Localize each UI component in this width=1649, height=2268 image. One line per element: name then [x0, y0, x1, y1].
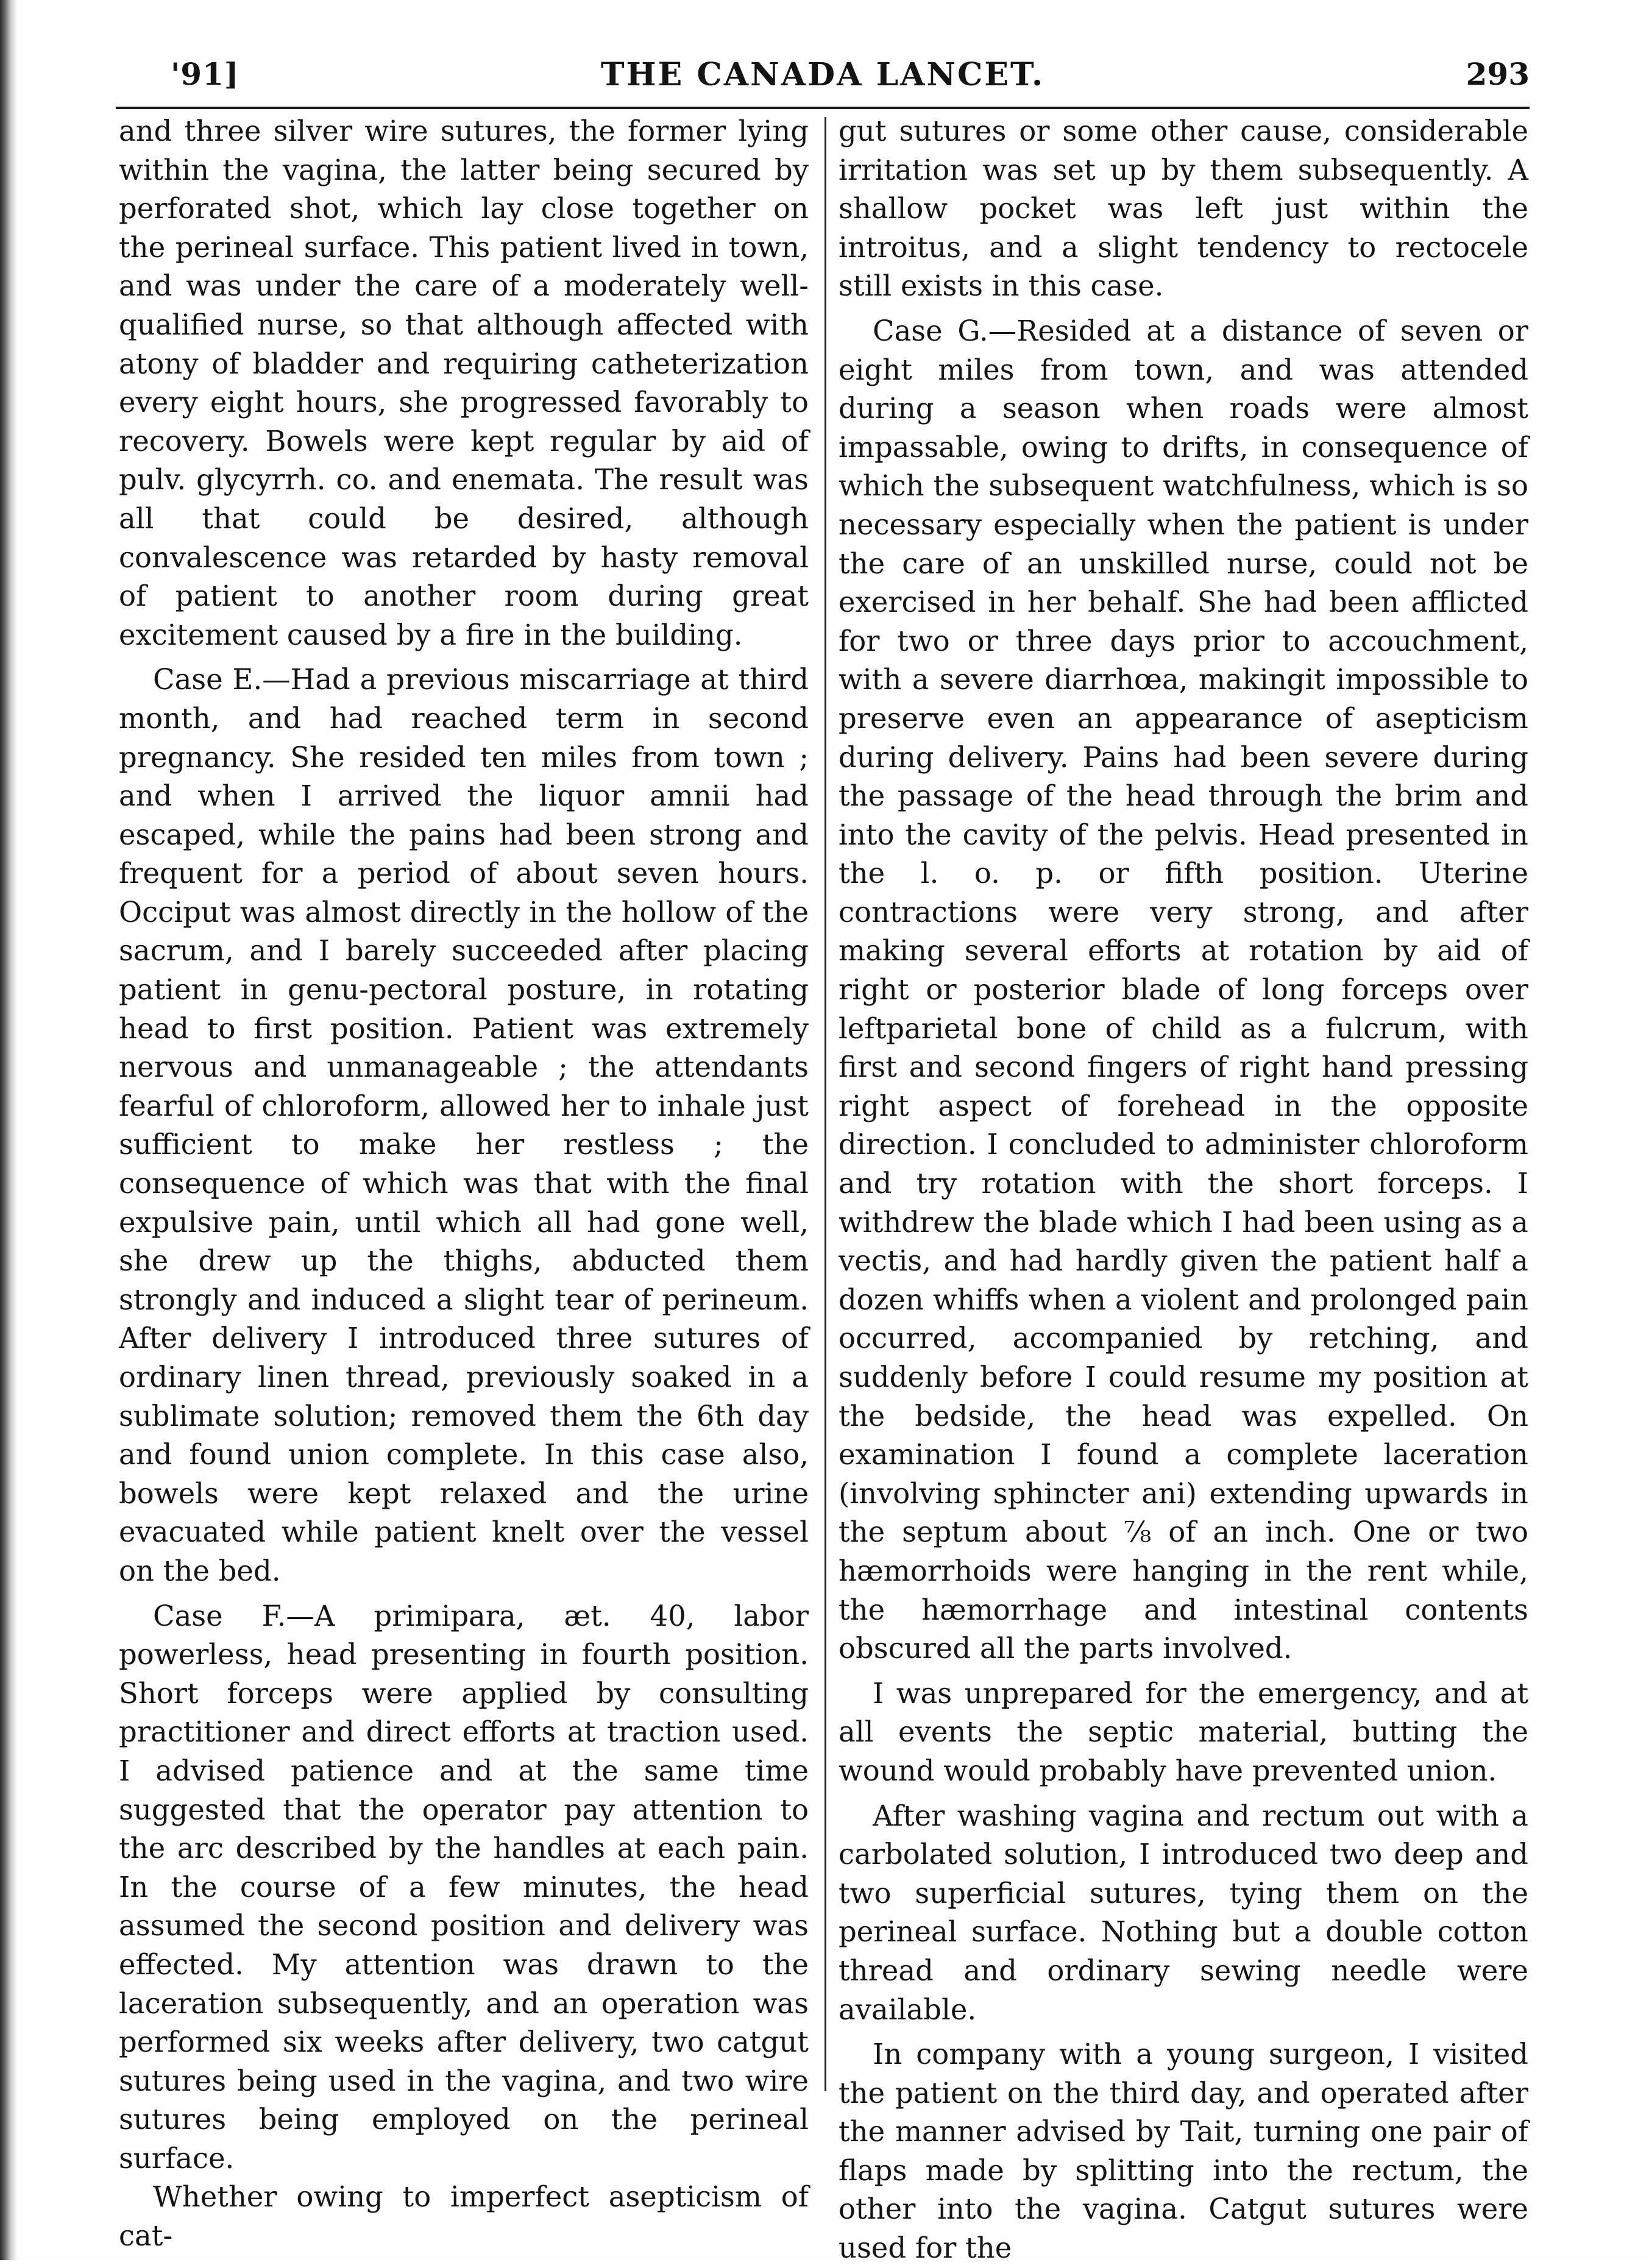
column-divider — [824, 117, 826, 2091]
left-column — [119, 112, 809, 2256]
paragraph-case-g: Case G.—Resided at a distance of seven or eight miles from town, and was attended during a season when roads were almost impassable, owing to drifts, in consequence of which the subsequent watchfulness, which is so necessary especially when the patient is under the care of an unskilled nurse, could not be exercised in her behalf. She had been afflicted for two or three days prior to accouchment, with a severe diarrhœa, makingit impossible to preserve even an appearance of asepticism during delivery. Pains had been severe during the passage of the head through the brim and into the cavity of the pelvis. Head presented in the l. o. p. or fifth position. Uterine contractions were very strong, and after making several efforts at rotation by aid of right or posterior blade of long forceps over leftparietal bone of child as a fulcrum, with first and second fingers of right hand pressing right aspect of forehead in the opposite direction. I concluded to administer chloroform and try rotation with the short forceps. I withdrew the blade which I had been using as a vectis, and had hardly given the patient half a dozen whiffs when a violent and prolonged pain occurred, accompanied by retching, and suddenly before I could resume my position at the bedside, the head was expelled. On examination I found a complete laceration (involving sphincter ani) extending upwards in the septum about ⅞ of an inch. One or two hæmorrhoids were hanging in the rent while, the hæmorrhage and intestinal contents obscured all the parts involved. — [839, 314, 1528, 1665]
header-rule — [116, 107, 1530, 109]
paragraph-washing: After washing vagina and rectum out with a carbolated solution, I introduced two deep and two superficial sutures, tying them on the perineal surface. Nothing but a double cotton thread and ordinary sewing needle were available. — [839, 1799, 1528, 2026]
paragraph-asepticism: Whether owing to imperfect asepticism of cat- — [119, 2180, 809, 2253]
journal-title: THE CANADA LANCET. — [600, 56, 1045, 93]
header-year: '91] — [171, 56, 239, 92]
paragraph-unprepared: I was unprepared for the emergency, and at all events the septic material, butting the wound would probably have prevented union. — [839, 1676, 1528, 1787]
paragraph-continued: and three silver wire sutures, the former lying within the vagina, the latter being secured by perforated shot, which lay close together on the perineal surface. This patient lived in town, and was under the care of a moderately well-qualified nurse, so that although affected with atony of bladder and requiring catheterization every eight hours, she progressed favorably to recovery. Bowels were kept regular by aid of pulv. glycyrrh. co. and enemata. The result was all that could be desired, although convalescence was retarded by hasty removal of patient to another room during great excitement caused by a fire in the building. — [119, 115, 809, 651]
right-column — [839, 112, 1528, 2268]
running-header — [116, 56, 1530, 105]
page-binding-edge — [0, 0, 17, 2260]
paragraph-continued: gut sutures or some other cause, considerable irritation was set up by them subsequently. A shallow pocket was left just within the introitus, and a slight tendency to rectocele still exists in this case. — [839, 115, 1528, 303]
page-number: 293 — [1466, 56, 1530, 92]
paragraph-case-e: Case E.—Had a previous miscarriage at third month, and had reached term in second pregnancy. She resided ten miles from town ; and when I arrived the liquor amnii had escaped, while the pains had been strong and frequent for a period of about seven hours. Occiput was almost directly in the hollow of the sacrum, and I barely succeeded after placing patient in genu-pectoral posture, in rotating head to first position. Patient was extremely nervous and unmanageable ; the attendants fearful of chloroform, allowed her to inhale just sufficient to make her restless ; the consequence of which was that with the final expulsive pain, until which all had gone well, she drew up the thighs, abducted them strongly and induced a slight tear of perineum. After delivery I introduced three sutures of ordinary linen thread, previously soaked in a sublimate solution; removed them the 6th day and found union complete. In this case also, bowels were kept relaxed and the urine evacuated while patient knelt over the vessel on the bed. — [119, 663, 809, 1587]
paragraph-case-f: Case F.—A primipara, æt. 40, labor powerless, head presenting in fourth position. Short forceps were applied by consulting practitioner and direct efforts at traction used. I advised patience and at the same time suggested that the operator pay attention to the arc described by the handles at each pain. In the course of a few minutes, the head assumed the second position and delivery was effected. My attention was drawn to the laceration subsequently, and an operation was performed six weeks after delivery, two catgut sutures being used in the vagina, and two wire sutures being employed on the perineal surface. — [119, 1599, 809, 2175]
paragraph-young-surgeon: In company with a young surgeon, I visited the patient on the third day, and operated after the manner advised by Tait, turning one pair of flaps made by splitting into the rectum, the other into the vagina. Catgut sutures were used for the — [839, 2038, 1528, 2265]
